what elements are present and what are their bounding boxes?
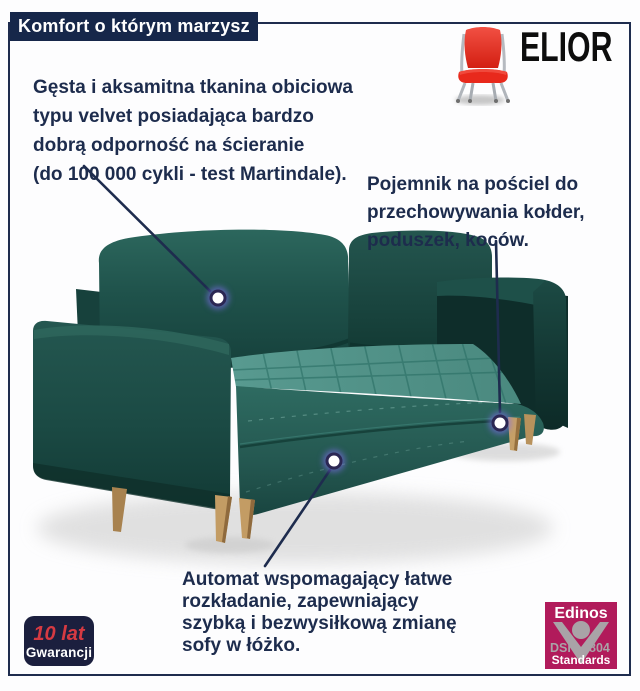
callout-storage-line: Pojemnik na pościel do <box>367 174 579 195</box>
callout-storage-line: poduszek, koców. <box>367 230 529 251</box>
callout-mechanism-text <box>182 569 457 657</box>
arm-right-side <box>533 281 568 430</box>
brand-logo <box>448 24 623 109</box>
callout-fabric-line: (do 100 000 cykli - test Martindale). <box>33 164 347 185</box>
marker-fabric <box>210 290 227 307</box>
callout-mechanism-line: rozkładanie, zapewniający <box>182 591 419 612</box>
warranty-badge <box>24 616 94 666</box>
certificate-804: 804 <box>589 641 610 655</box>
brand-name: ELIOR <box>520 23 613 70</box>
certificate-badge <box>545 602 617 669</box>
callout-fabric-line: dobrą odporność na ścieranie <box>33 135 305 156</box>
certificate-dot-icon <box>572 621 590 639</box>
header-title: Komfort o którym marzysz <box>18 16 250 36</box>
marker-mechanism <box>326 453 343 470</box>
red-chair-icon <box>448 24 518 109</box>
callout-mechanism-line: sofy w łóżko. <box>182 635 301 656</box>
certificate-badge-graphic <box>545 602 617 669</box>
leg-shadow <box>185 537 275 553</box>
warranty-label: Gwarancji <box>25 644 93 660</box>
certificate-dsi: DSI <box>550 641 571 655</box>
callout-fabric-line: typu velvet posiadająca bardzo <box>33 106 314 127</box>
marker-storage <box>492 415 509 432</box>
callout-mechanism-line: szybką i bezwysiłkową zmianę <box>182 613 457 634</box>
callout-fabric-line: Gęsta i aksamitna tkanina obiciowa <box>33 77 353 98</box>
sofa-body <box>33 230 568 543</box>
certificate-name: Edinos <box>554 605 608 622</box>
certificate-standards: Standards <box>551 653 611 667</box>
callout-fabric-text <box>33 73 353 189</box>
callout-storage-line: przechowywania kołder, <box>367 202 585 223</box>
callout-mechanism-line: Automat wspomagający łatwe <box>182 569 453 590</box>
header-banner <box>10 12 258 41</box>
warranty-years: 10 lat <box>33 622 85 645</box>
callout-storage-text <box>367 171 585 255</box>
